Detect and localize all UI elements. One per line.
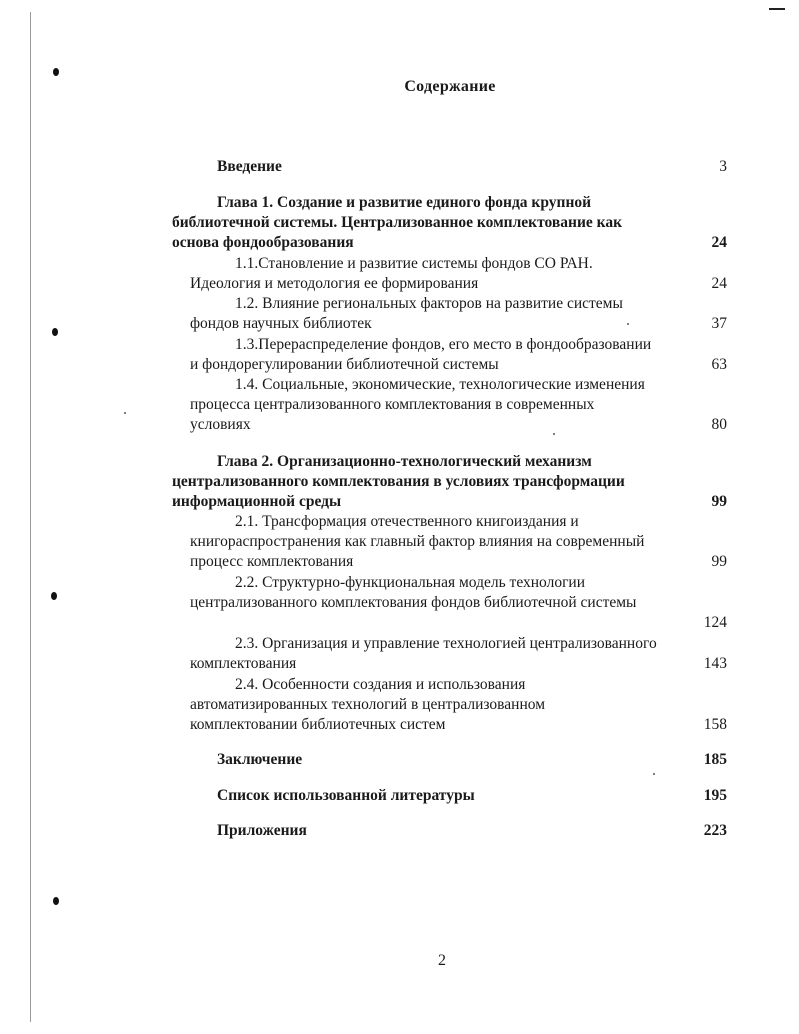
toc-page-number: 24 — [711, 275, 727, 292]
toc-page-number: 143 — [703, 655, 727, 672]
binding-hole-mark — [53, 897, 59, 905]
toc-page-number: 124 — [703, 614, 727, 631]
toc-entry-label: Введение — [217, 158, 282, 175]
toc-entry-section-1-2 — [190, 294, 623, 334]
scan-speck — [124, 412, 126, 414]
toc-page-number: 24 — [711, 234, 727, 251]
toc-entry-section-2-4 — [190, 675, 545, 735]
toc-page-number: 158 — [703, 716, 727, 733]
toc-entry-section-1-3 — [190, 335, 651, 375]
toc-page-number: 80 — [711, 416, 727, 433]
toc-entry-line: 1.2. Влияние региональных факторов на развитие системы — [235, 295, 623, 312]
toc-page-number: 195 — [703, 787, 727, 804]
toc-entry-line: книгораспространения как главный фактор влияния на современный — [190, 533, 645, 550]
toc-entry-line: процесса централизованного комплектования в современных — [190, 396, 595, 413]
toc-page-number: 3 — [719, 158, 727, 175]
toc-entry-line: 1.4. Социальные, экономические, технологические изменения — [235, 376, 645, 393]
toc-entry-line: комплектовании библиотечных систем — [190, 716, 446, 733]
toc-entry-line: 2.1. Трансформация отечественного книгоиздания и — [235, 513, 579, 530]
toc-page-number: 185 — [703, 751, 727, 768]
toc-entry-line: 2.2. Структурно-функциональная модель технологии — [235, 574, 586, 591]
toc-entry-line: комплектования — [190, 655, 297, 672]
toc-entry-introduction — [217, 157, 282, 177]
toc-page-number: 37 — [711, 315, 727, 332]
toc-entry-section-1-1 — [190, 254, 593, 294]
toc-page-number: 223 — [703, 822, 727, 839]
scan-speck — [653, 773, 655, 775]
toc-entry-line: и фондорегулировании библиотечной системы — [190, 356, 499, 373]
toc-entry-line: Глава 2. Организационно-технологический механизм — [217, 453, 592, 470]
toc-entry-chapter-2 — [172, 452, 625, 512]
toc-entry-line: условиях — [190, 416, 251, 433]
toc-entry-label: Приложения — [217, 822, 307, 839]
toc-entry-label: Заключение — [217, 751, 303, 768]
toc-entry-line: 1.1.Становление и развитие системы фондов СО РАН. — [235, 255, 593, 272]
toc-page-number: 63 — [711, 356, 727, 373]
toc-entry-chapter-1 — [172, 193, 622, 253]
toc-entry-conclusion — [217, 750, 302, 770]
toc-entry-line: процесс комплектования — [190, 553, 354, 570]
toc-entry-label: Список использованной литературы — [217, 787, 475, 804]
page-number: 2 — [438, 952, 446, 969]
toc-entry-line: Идеология и методология ее формирования — [190, 275, 479, 292]
toc-entry-references — [217, 786, 475, 806]
toc-entry-line: информационной среды — [172, 493, 342, 510]
page-title: Содержание — [404, 78, 496, 95]
scan-speck — [627, 323, 629, 325]
toc-entry-line: фондов научных библиотек — [190, 315, 372, 332]
toc-entry-line: 2.4. Особенности создания и использования — [235, 676, 526, 693]
binding-hole-mark — [53, 68, 59, 76]
scan-edge-line — [30, 12, 31, 1022]
scan-corner-mark — [769, 0, 785, 10]
binding-hole-mark — [52, 328, 58, 336]
toc-entry-line: библиотечной системы. Централизованное комплектование как — [172, 214, 622, 231]
toc-page-number: 99 — [711, 553, 727, 570]
toc-entry-line: основа фондообразования — [172, 234, 354, 251]
toc-entry-section-1-4 — [190, 375, 645, 435]
toc-entry-section-2-1 — [190, 512, 644, 572]
binding-hole-mark — [51, 592, 57, 600]
toc-entry-line: 2.3. Организация и управление технологией централизованного — [235, 635, 657, 652]
toc-entry-appendices — [217, 821, 307, 841]
toc-entry-line: централизованного комплектования в условиях трансформации — [172, 473, 625, 490]
toc-page-number: 99 — [711, 493, 727, 510]
toc-entry-line: Глава 1. Создание и развитие единого фонда крупной — [217, 194, 592, 211]
toc-entry-line: централизованного комплектования фондов библиотечной системы — [190, 594, 637, 611]
toc-entry-section-2-3 — [190, 634, 657, 674]
toc-entry-line: автоматизированных технологий в централизованном — [190, 696, 546, 713]
toc-entry-line: 1.3.Перераспределение фондов, его место в фондообразовании — [235, 336, 652, 353]
toc-entry-section-2-2 — [190, 573, 636, 613]
